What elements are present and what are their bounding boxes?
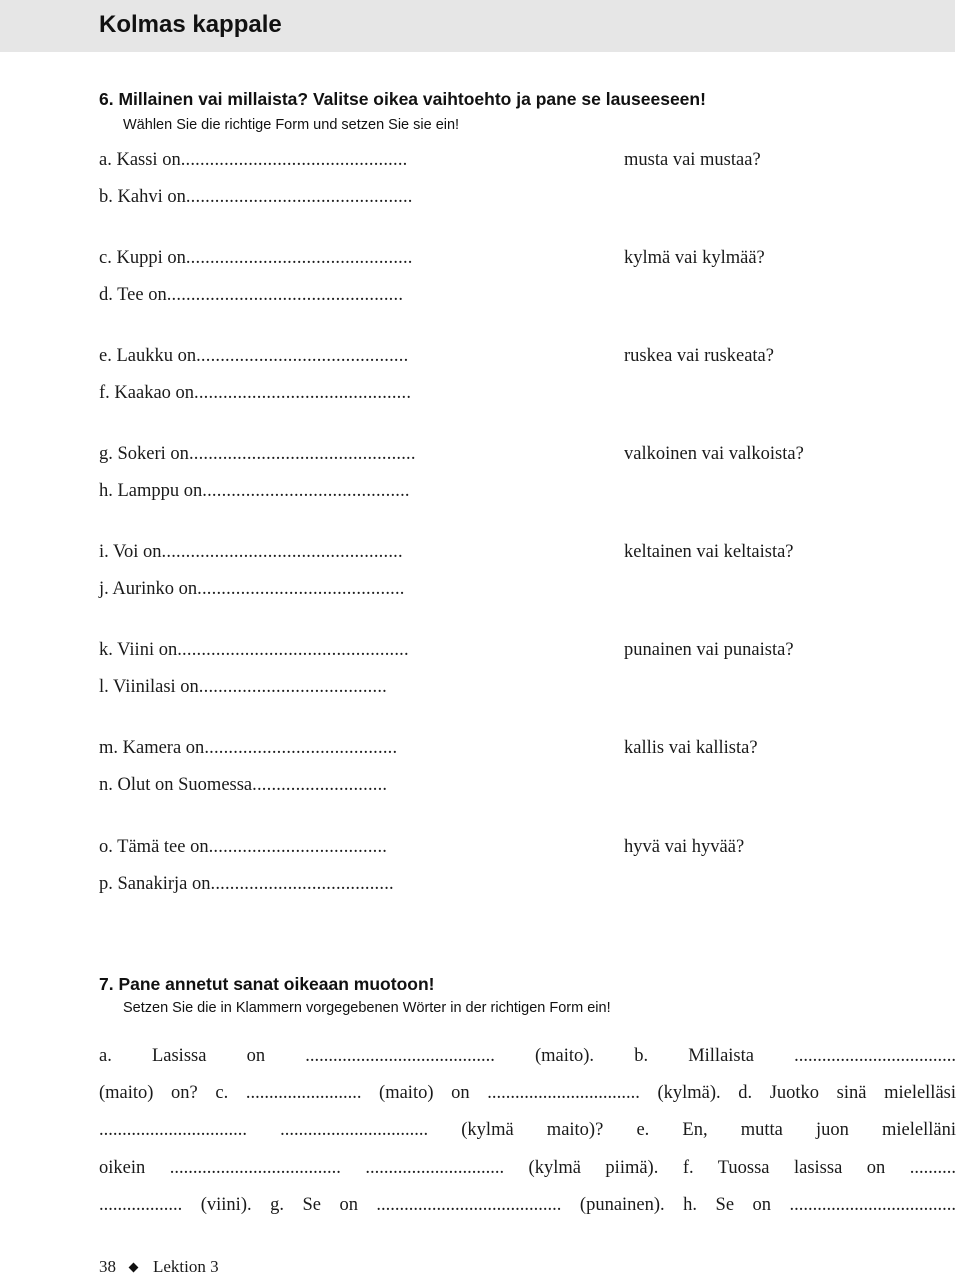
blank-line[interactable]: ............................ — [252, 775, 388, 795]
option-pair: punainen vai punaista? — [624, 640, 794, 660]
exercise-item — [99, 542, 403, 563]
item-label: k. Viini on — [99, 640, 178, 660]
blank-line[interactable]: ....................................... — [198, 677, 387, 697]
blank-line[interactable]: ........................................... — [202, 481, 410, 501]
lesson-label: Lektion 3 — [153, 1257, 219, 1276]
option-pair: keltainen vai keltaista? — [624, 542, 794, 562]
blank-line[interactable]: ..................................... — [208, 837, 388, 857]
exercise-item — [99, 248, 413, 269]
item-label: g. Sokeri on — [99, 444, 189, 464]
exercise-item — [99, 346, 408, 367]
exercise-item — [99, 285, 403, 306]
blank-line[interactable]: ................................................. — [166, 285, 404, 305]
exercise-item — [99, 775, 387, 796]
exercise-item — [99, 187, 413, 208]
blank-line[interactable]: ........................................... — [197, 579, 405, 599]
option-pair: musta vai mustaa? — [624, 150, 761, 170]
item-label: e. Laukku on — [99, 346, 197, 366]
blank-line[interactable]: ............................................... — [185, 187, 413, 207]
task-7-paragraph — [99, 1038, 956, 1224]
exercise-item — [99, 640, 409, 661]
exercise-item — [99, 383, 411, 404]
exercise-item — [99, 738, 397, 759]
item-label: p. Sanakirja on — [99, 874, 211, 894]
item-label: f. Kaakao on — [99, 383, 195, 403]
task-7-subtitle: Setzen Sie die in Klammern vorgegebenen Wörter in der richtigen Form ein! — [123, 1000, 611, 1016]
option-pair: valkoinen vai valkoista? — [624, 444, 804, 464]
paragraph-line: oikein ..................................... .............................. (kylmä piimä). f. Tuossa lasissa on .......... — [99, 1157, 956, 1178]
option-pair: ruskea vai ruskeata? — [624, 346, 774, 366]
exercise-item — [99, 837, 387, 858]
item-label: c. Kuppi on — [99, 248, 186, 268]
paragraph-line: (maito) on? c. ......................... (maito) on ................................. (kylmä). d. Juotko sinä mielelläsi — [99, 1083, 956, 1104]
blank-line[interactable]: ........................................ — [204, 738, 398, 758]
blank-line[interactable]: ............................................ — [196, 346, 409, 366]
exercise-item — [99, 481, 410, 502]
item-label: h. Lamppu on — [99, 481, 203, 501]
blank-line[interactable]: ............................................... — [188, 444, 416, 464]
item-label: m. Kamera on — [99, 738, 205, 758]
page-number: 38 — [99, 1257, 116, 1276]
paragraph-line: ................................ ................................ (kylmä maito)? e. En, mutta juon mielelläni — [99, 1120, 956, 1141]
item-label: d. Tee on — [99, 285, 167, 305]
option-pair: hyvä vai hyvää? — [624, 837, 745, 857]
paragraph-line: a. Lasissa on ......................................... (maito). b. Millaista ................................... — [99, 1046, 956, 1066]
option-pair: kylmä vai kylmää? — [624, 248, 765, 268]
header-bar — [0, 0, 955, 52]
option-pair: kallis vai kallista? — [624, 738, 758, 758]
task-6-subtitle: Wählen Sie die richtige Form und setzen Sie sie ein! — [123, 117, 460, 133]
item-label: n. Olut on Suomessa — [99, 775, 253, 795]
exercise-item — [99, 444, 416, 465]
exercise-item — [99, 677, 387, 698]
item-label: j. Aurinko on — [99, 579, 198, 599]
blank-line[interactable]: ...................................... — [210, 874, 394, 894]
item-label: i. Voi on — [99, 542, 162, 562]
task-6-title: 6. Millainen vai millaista? Valitse oikea vaihtoehto ja pane se lauseeseen! — [99, 89, 706, 109]
item-label: o. Tämä tee on — [99, 837, 209, 857]
blank-line[interactable]: ............................................... — [180, 150, 408, 170]
exercise-item — [99, 150, 407, 171]
paragraph-line: .................. (viini). g. Se on ........................................ (punainen). h. Se on .................................... — [99, 1194, 956, 1215]
blank-line[interactable]: ............................................... — [185, 248, 413, 268]
page-footer — [99, 1257, 219, 1277]
exercise-item — [99, 874, 394, 895]
blank-line[interactable]: .................................................. — [161, 542, 403, 562]
item-label: b. Kahvi on — [99, 187, 186, 207]
chapter-title: Kolmas kappale — [99, 11, 282, 38]
diamond-icon — [129, 1262, 139, 1272]
item-label: a. Kassi on — [99, 150, 181, 170]
blank-line[interactable]: ............................................. — [194, 383, 412, 403]
task-7-title: 7. Pane annetut sanat oikeaan muotoon! — [99, 974, 435, 994]
item-label: l. Viinilasi on — [99, 677, 199, 697]
blank-line[interactable]: ................................................ — [177, 640, 409, 660]
exercise-item — [99, 579, 405, 600]
